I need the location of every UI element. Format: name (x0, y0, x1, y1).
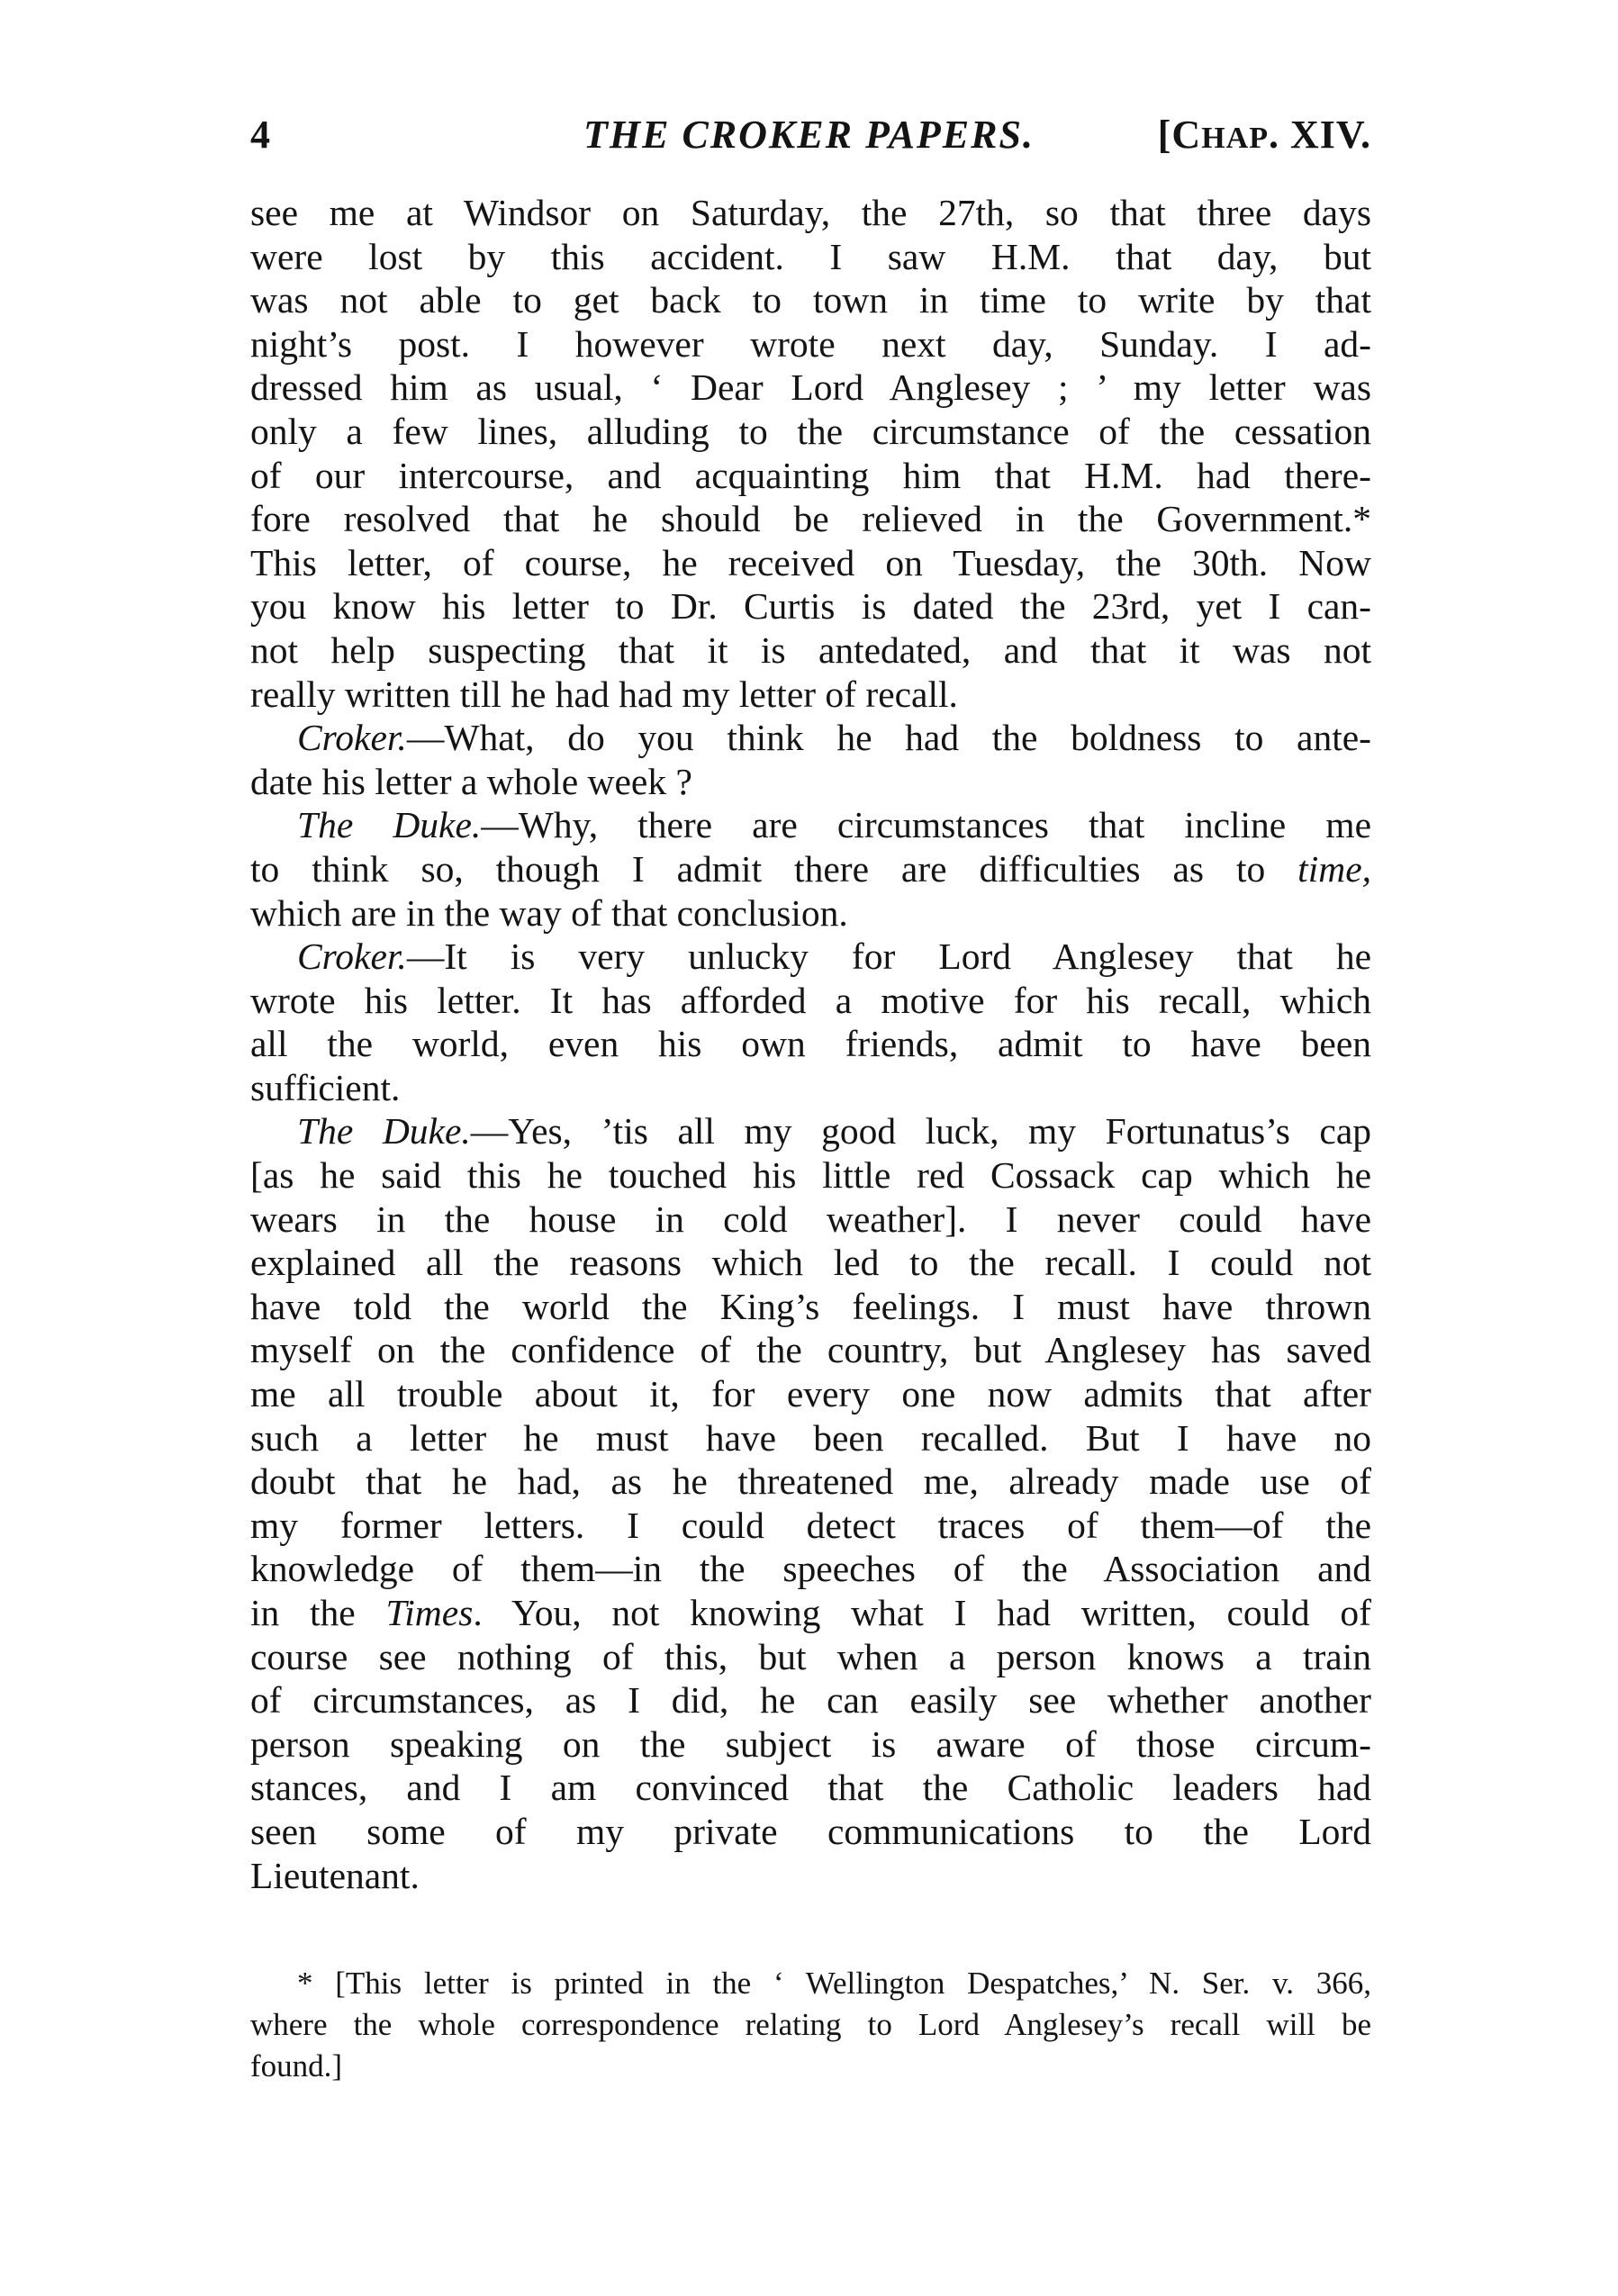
line-text: —Why, there are circumstances that incline me (481, 804, 1371, 846)
chapter-label (1158, 108, 1371, 166)
footnote (250, 1963, 1371, 2087)
text-line: seen some of my private communications to the Lord (250, 1810, 1371, 1852)
emphasis: time, (1297, 847, 1371, 890)
text-line: wrote his letter. It has afforded a motive for his recall, which (250, 979, 1371, 1021)
footnote-line: found.] (250, 2048, 343, 2084)
text-line: wears in the house in cold weather]. I never could have (250, 1198, 1371, 1240)
line-text: . You, not knowing what I had written, could of (473, 1592, 1371, 1633)
text-line (250, 1109, 1371, 1153)
text-line: of our intercourse, and acquainting him that H.M. had there- (250, 454, 1371, 496)
text-line: was not able to get back to town in time to write by that (250, 279, 1371, 321)
text-line: sufficient. (250, 1066, 401, 1108)
chapter-label-number: . XIV. (1268, 113, 1371, 157)
text-line: stances, and I am convinced that the Catholic leaders had (250, 1767, 1371, 1809)
chapter-label-bracket: [C (1157, 113, 1202, 157)
line-text: in the (250, 1592, 386, 1633)
text-line: which are in the way of that conclusion. (250, 891, 848, 934)
text-line: doubt that he had, as he threatened me, already made use of (250, 1460, 1371, 1503)
line-text: —Yes, ’tis all my good luck, my Fortunatus’s cap (470, 1110, 1371, 1153)
text-line: night’s post. I however wrote next day, Sunday. I ad- (250, 322, 1371, 365)
text-line: dressed him as usual, ‘ Dear Lord Anglesey ; ’ my letter was (250, 366, 1371, 409)
text-line: of circumstances, as I did, he can easily see whether another (250, 1679, 1371, 1722)
text-line: fore resolved that he should be relieved in the Government.* (250, 498, 1371, 540)
text-line: person speaking on the subject is aware of those circum- (250, 1722, 1371, 1765)
text-line (250, 935, 1371, 979)
text-line: only a few lines, alluding to the circumstance of the cessation (250, 410, 1371, 452)
text-line: course see nothing of this, but when a person knows a train (250, 1635, 1371, 1677)
speaker-name: Croker. (297, 717, 407, 759)
page-number: 4 (250, 113, 270, 157)
text-line: [as he said this he touched his little red Cossack cap which he (250, 1154, 1371, 1197)
text-line: not help suspecting that it is antedated, and that it was not (250, 628, 1371, 671)
running-title: THE CROKER PAPERS. (583, 113, 1035, 157)
text-line (250, 803, 1371, 847)
text-line: explained all the reasons which led to the recall. I could not (250, 1242, 1371, 1284)
text-line: really written till he had had my letter of recall. (250, 673, 958, 715)
text-line: such a letter he must have been recalled. But I have no (250, 1416, 1371, 1459)
text-line: This letter, of course, he received on Tuesday, the 30th. Now (250, 541, 1371, 583)
text-line (250, 847, 1371, 891)
text-line: have told the world the King’s feelings. I must have thrown (250, 1285, 1371, 1327)
text-line: date his letter a whole week ? (250, 760, 692, 802)
line-text: —What, do you think he had the boldness to ante- (406, 717, 1371, 759)
body-text (250, 191, 1371, 1897)
footnote-line: where the whole correspondence relating to Lord Anglesey’s recall will be (250, 2007, 1371, 2042)
emphasis: Times (385, 1592, 474, 1633)
line-text: to think so, though I admit there are difficulties as to (250, 847, 1298, 890)
text-line: knowledge of them—in the speeches of the Association and (250, 1548, 1371, 1590)
chapter-label-smallcaps: HAP (1201, 122, 1269, 155)
text-line: all the world, even his own friends, admit to have been (250, 1023, 1371, 1065)
text-line: see me at Windsor on Saturday, the 27th, so that three days (250, 192, 1371, 233)
text-line (250, 716, 1371, 760)
text-line: myself on the confidence of the country, but Anglesey has saved (250, 1329, 1371, 1371)
footnote-line: * [This letter is printed in the ‘ Wellington Despatches,’ N. Ser. v. 366, (297, 1966, 1371, 2001)
speaker-name: The Duke. (297, 1110, 471, 1153)
text-line: me all trouble about it, for every one now admits that after (250, 1373, 1371, 1415)
speaker-name: The Duke. (297, 804, 482, 846)
speaker-name: Croker. (297, 936, 407, 978)
text-line: my former letters. I could detect traces of them—of the (250, 1504, 1371, 1546)
running-head (250, 108, 1371, 162)
text-line (250, 1591, 1371, 1635)
text-line: Lieutenant. (250, 1854, 420, 1896)
line-text: —It is very unlucky for Lord Anglesey that he (406, 936, 1371, 978)
text-line: were lost by this accident. I saw H.M. that day, but (250, 235, 1371, 277)
text-line: you know his letter to Dr. Curtis is dated the 23rd, yet I can- (250, 585, 1371, 628)
